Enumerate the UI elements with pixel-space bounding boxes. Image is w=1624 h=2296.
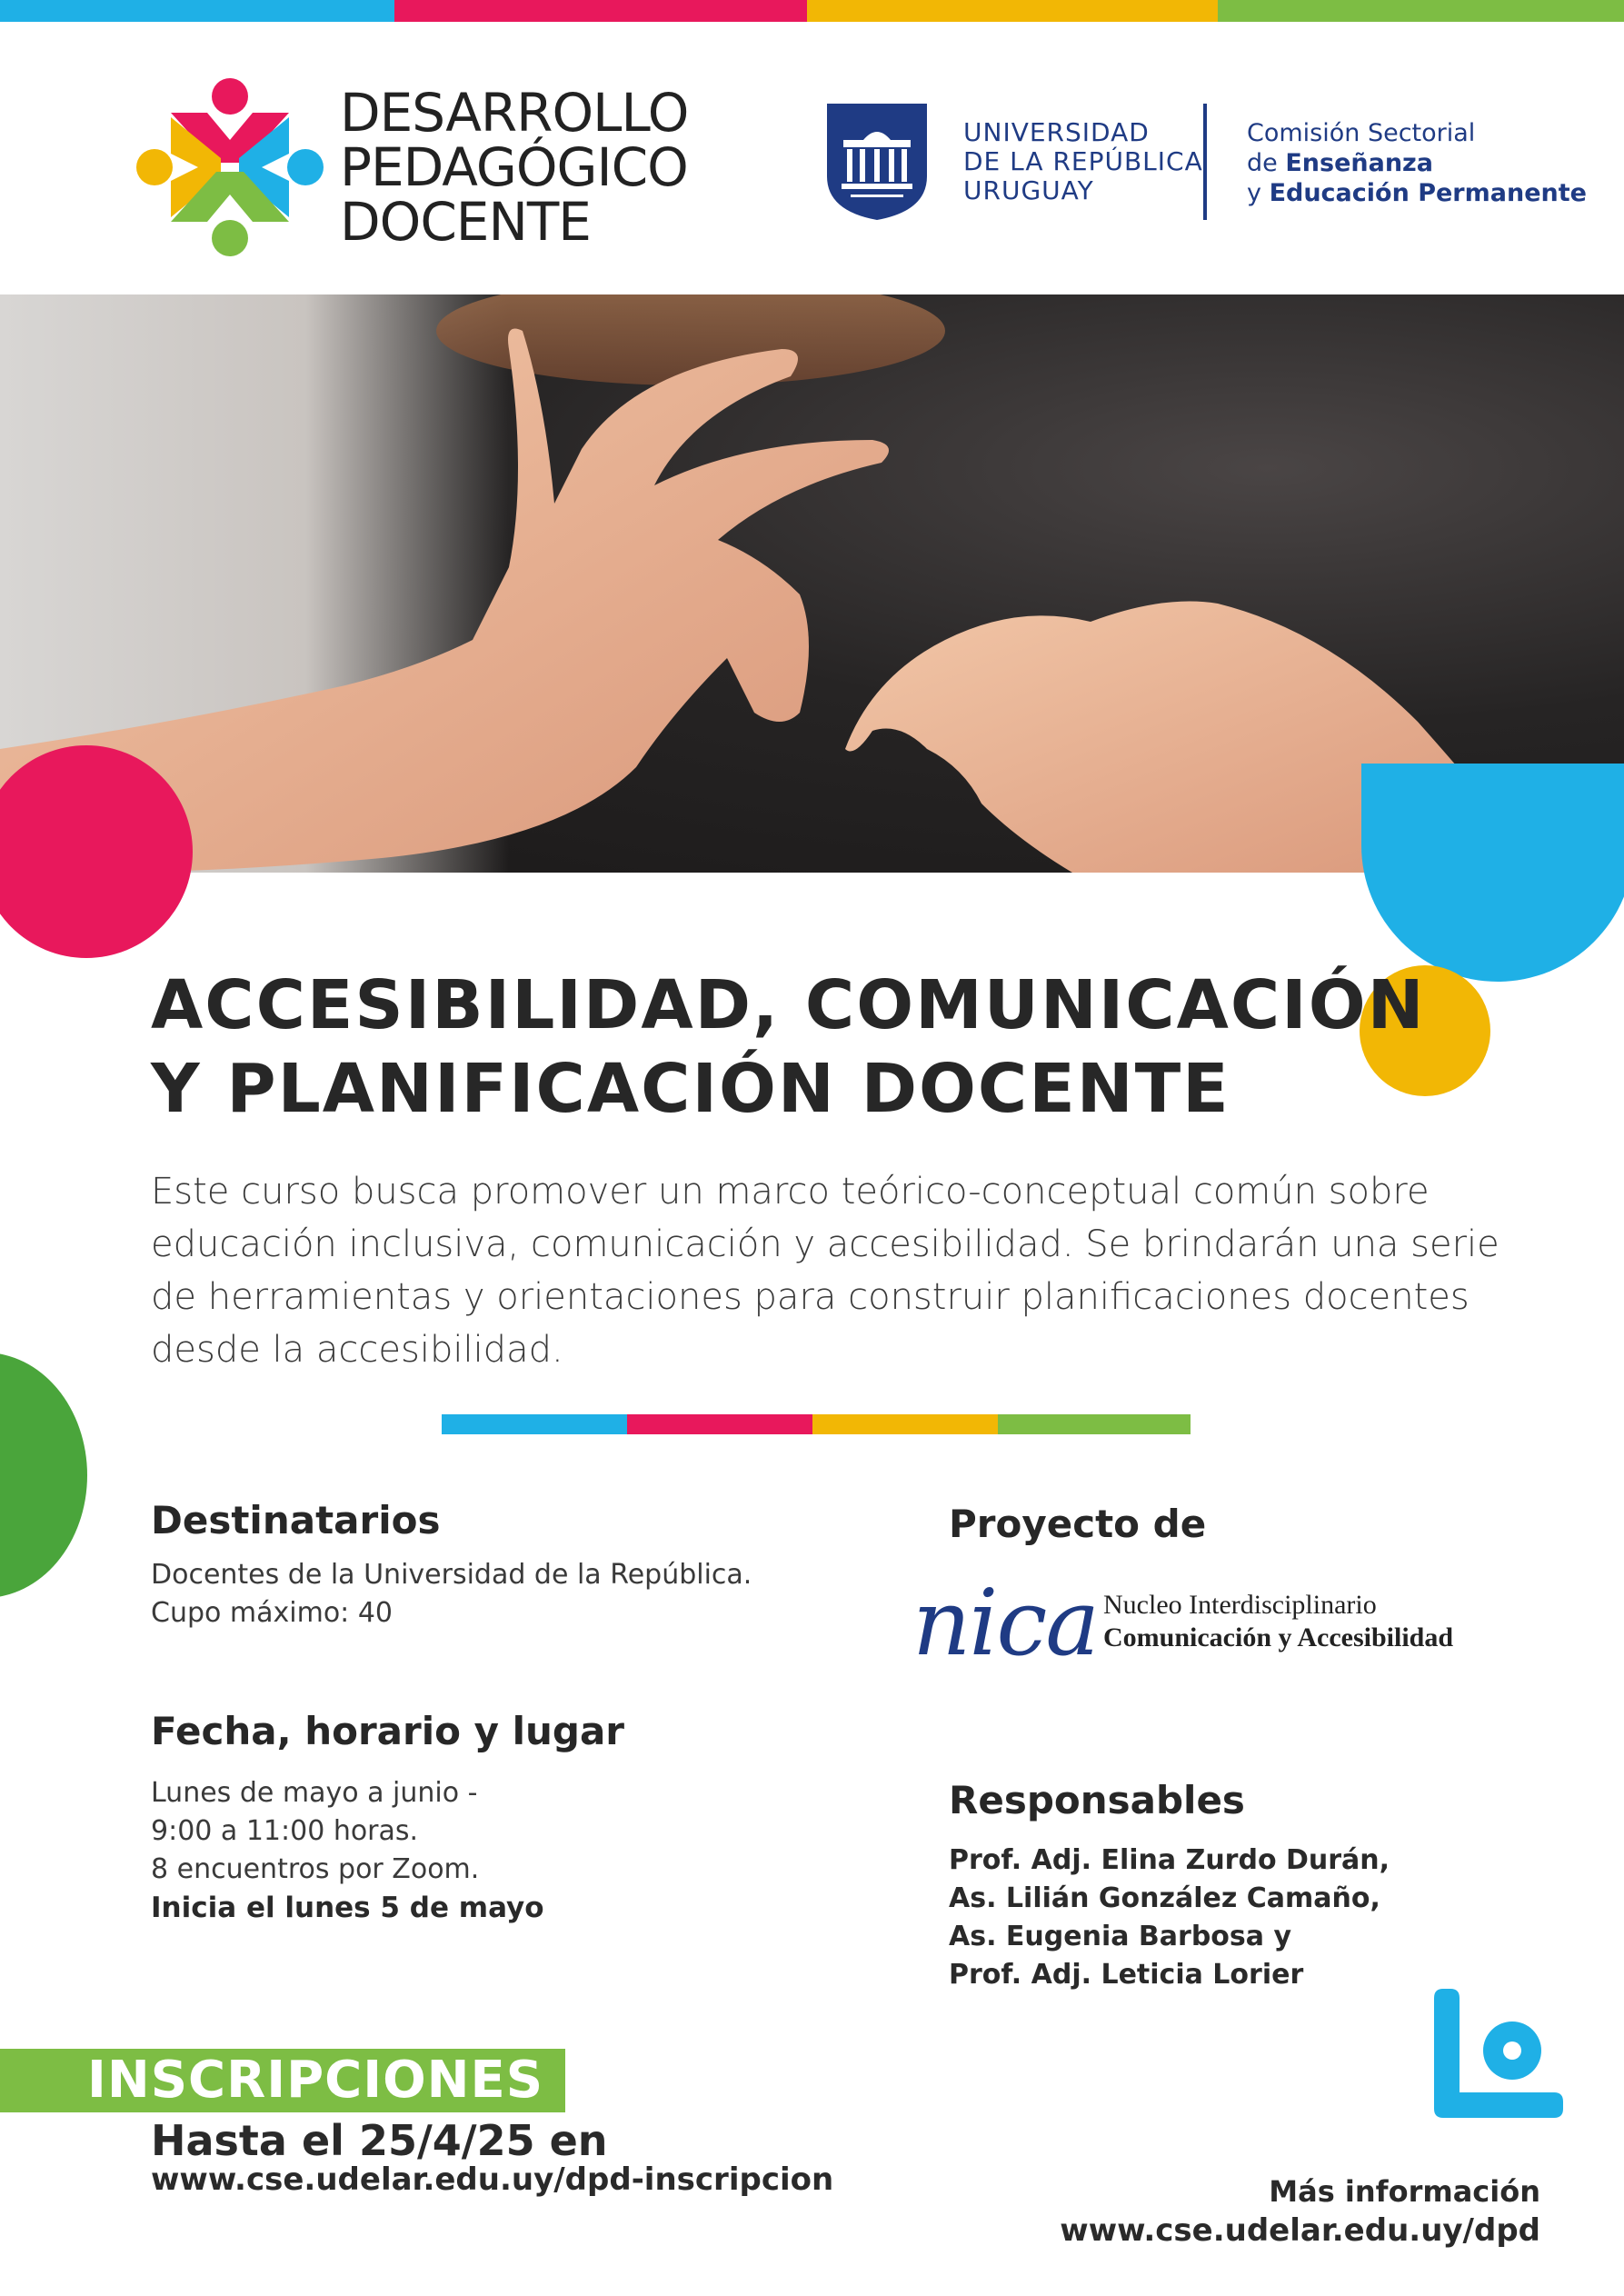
cse-line-3 <box>1247 178 1587 208</box>
proyecto-heading: Proyecto de <box>949 1502 1207 1546</box>
responsables-list <box>949 1842 1390 1994</box>
mid-strip-magenta <box>627 1414 812 1434</box>
fecha-line-2: 9:00 a 11:00 horas. <box>151 1815 419 1847</box>
top-strip-magenta <box>394 0 807 22</box>
mid-strip-blue <box>442 1414 627 1434</box>
course-title <box>151 963 1426 1131</box>
top-strip-green <box>1218 0 1624 22</box>
destinatarios-line-2: Cupo máximo: 40 <box>151 1597 393 1629</box>
cse-line-2-bold: Enseñanza <box>1285 149 1433 177</box>
circle-green <box>0 1353 87 1598</box>
inscripciones-label: INSCRIPCIONES <box>87 2051 544 2110</box>
mas-info-url[interactable]: www.cse.udelar.edu.uy/dpd <box>1060 2212 1540 2249</box>
cse-line-2-prefix: de <box>1247 149 1286 177</box>
dpd-title <box>340 82 689 253</box>
course-title-line-2: Y PLANIFICACIÓN DOCENTE <box>151 1050 1230 1128</box>
fecha-heading: Fecha, horario y lugar <box>151 1709 625 1753</box>
responsable-4: Prof. Adj. Leticia Lorier <box>949 1959 1304 1991</box>
nica-line-2: Comunicación y Accesibilidad <box>1103 1622 1454 1652</box>
mid-strip-yellow <box>812 1414 998 1434</box>
fecha-line-3: 8 encuentros por Zoom. <box>151 1853 480 1885</box>
top-strip-yellow <box>807 0 1218 22</box>
dpd-logo-icon <box>135 76 325 258</box>
nica-logo-subtitle <box>1103 1589 1453 1654</box>
udelar-line-1: UNIVERSIDAD <box>963 117 1150 147</box>
destinatarios-body <box>151 1556 752 1632</box>
course-description: Este curso busca promover un marco teórico-conceptual común sobre educación inclusiva, comunicación y accesibilidad. Se brindarán una serie de herramientas y orientaciones para construir planificaciones docentes desde la accesibilidad. <box>151 1171 1499 1371</box>
udelar-name <box>963 118 1203 205</box>
dpd-line-2: PEDAGÓGICO <box>340 136 688 198</box>
responsables-heading: Responsables <box>949 1778 1245 1822</box>
cse-line-1: Comisión Sectorial <box>1247 119 1476 147</box>
fecha-body <box>151 1774 544 1927</box>
nica-logo-word: nica <box>912 1570 1099 1676</box>
cse-mark-icon <box>1434 1989 1563 2118</box>
course-title-line-1: ACCESIBILIDAD, COMUNICACIÓN <box>151 966 1426 1044</box>
udelar-shield-icon <box>827 104 927 220</box>
udelar-line-3: URUGUAY <box>963 175 1094 205</box>
responsable-3: As. Eugenia Barbosa y <box>949 1921 1292 1952</box>
fecha-line-1: Lunes de mayo a junio - <box>151 1777 478 1809</box>
fecha-line-4: Inicia el lunes 5 de mayo <box>151 1892 544 1924</box>
dpd-line-1: DESARROLLO <box>340 82 689 144</box>
cse-name <box>1247 118 1587 208</box>
mas-info-label: Más información <box>1269 2174 1540 2209</box>
cse-line-2 <box>1247 148 1587 178</box>
circle-blue <box>1361 764 1624 982</box>
nica-line-1: Nucleo Interdisciplinario <box>1103 1590 1377 1620</box>
dpd-line-3: DOCENTE <box>340 191 591 253</box>
destinatarios-heading: Destinatarios <box>151 1498 441 1542</box>
top-strip-blue <box>0 0 394 22</box>
destinatarios-line-1: Docentes de la Universidad de la República. <box>151 1559 752 1591</box>
responsable-2: As. Lilián González Camaño, <box>949 1882 1380 1914</box>
inscripciones-deadline: Hasta el 25/4/25 en <box>151 2116 608 2165</box>
inscripciones-url[interactable]: www.cse.udelar.edu.uy/dpd-inscripcion <box>151 2161 834 2198</box>
udelar-line-2: DE LA REPÚBLICA <box>963 146 1203 176</box>
responsable-1: Prof. Adj. Elina Zurdo Durán, <box>949 1844 1390 1876</box>
cse-line-3-bold: Educación Permanente <box>1269 179 1587 207</box>
cse-line-3-prefix: y <box>1247 179 1270 207</box>
header-divider <box>1203 104 1207 220</box>
mid-strip-green <box>998 1414 1191 1434</box>
